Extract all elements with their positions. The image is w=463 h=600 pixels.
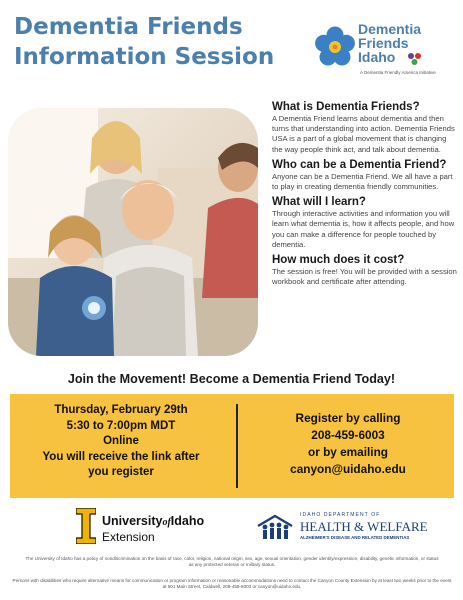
info-body: Through interactive activities and information you will learn what dementia is, how it affects people, and how you can make a difference for people touched by dementia. [272,209,455,249]
info-block-learn [272,195,458,250]
info-body: A Dementia Friend learns about dementia and then turns that understanding into action. Dementia Friends USA is a part of a global movement that is changing the way people think act, and talk about dementia. [272,114,455,154]
hw-department: IDAHO DEPARTMENT OF [300,512,381,518]
dementia-friends-idaho-logo [314,22,460,84]
info-section [272,100,458,290]
logo-line-3: Idaho [358,49,396,65]
uidaho-i-mark [76,508,96,544]
family-photo [8,108,258,356]
uidaho-name-of: of [162,517,171,528]
register-phone[interactable]: 208-459-6003 [311,428,385,442]
logo-tagline: A Dementia Friendly America Initiative [360,70,436,75]
event-details-box [10,394,454,498]
event-link-note-2: you register [88,466,154,479]
event-when [10,403,232,481]
event-link-note: You will receive the link after [42,450,200,463]
page-title [14,12,314,72]
title-line-1: Dementia Friends [14,14,243,40]
title-line-2: Information Session [14,44,275,70]
info-heading: What will I learn? [272,196,366,209]
info-heading: How much does it cost? [272,254,405,267]
register-email[interactable]: canyon@uidaho.edu [290,462,406,476]
uidaho-name-idaho: Idaho [170,514,205,528]
heart-dots-icon [407,52,423,66]
info-block-cost [272,253,458,287]
accommodation-disclaimer: Persons with disabilities who require alternative means for communication or program information or reasonable accommodations need to contact the Canyon County Extension by at least two weeks prior to the event at 501 Main Street, Caldwell, 208-459-6003 or canyon@uidaho.edu. [12,578,452,589]
info-body: Anyone can be a Dementia Friend. We all have a part to play in creating dementia friendly communities. [272,171,453,192]
university-of-idaho-extension-logo [76,508,216,548]
nondiscrimination-disclaimer: The University of Idaho has a policy of nondiscrimination on the basis of race, color, religion, national origin, sex, age, sexual orientation, gender identity/expression, disability, genetic information, or status as any protected veteran or military status. [25,556,439,567]
uidaho-extension: Extension [102,530,155,544]
event-divider [236,404,238,488]
register-emailing: or by emailing [308,445,388,459]
forget-me-not-flower-icon [314,26,356,68]
people-house-icon [256,514,294,540]
info-heading: Who can be a Dementia Friend? [272,158,447,171]
event-format: Online [103,435,139,448]
uidaho-name-university: University [102,514,163,528]
logo-line-1: Dementia [358,21,422,37]
event-register [242,410,454,478]
event-time: 5:30 to 7:00pm MDT [66,419,176,432]
health-welfare-logo [256,510,436,550]
info-block-who [272,158,458,192]
call-to-action: Join the Movement! Become a Dementia Friend Today! [67,372,396,386]
family-photo-illustration [8,108,258,356]
hw-program: ALZHEIMER'S DISEASE AND RELATED DEMENTIAS [300,535,410,540]
info-heading: What is Dementia Friends? [272,101,420,113]
info-body: The session is free! You will be provided with a session workbook and certificate after attending. [272,267,457,287]
logo-line-2: Friends [358,35,409,51]
event-date: Thursday, February 29th [54,404,188,416]
uidaho-name [102,514,204,528]
register-calling: Register by calling [295,411,401,425]
hw-name: HEALTH & WELFARE [300,519,428,534]
info-block-what [272,100,458,155]
